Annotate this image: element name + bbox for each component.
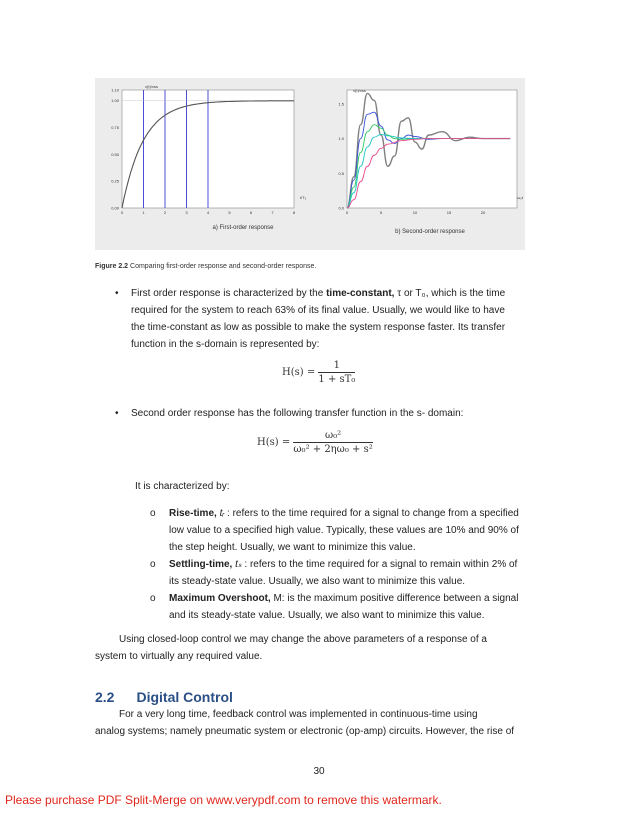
section-number: 2.2 (95, 689, 115, 705)
right-xtick-label: 10 (412, 210, 418, 215)
right-ytick-label: 1.0 (338, 136, 344, 142)
left-ylabel: v(t)/vss (145, 84, 158, 89)
sub-bullet-mark-1: o (150, 508, 156, 519)
bullet-first-order (131, 285, 551, 353)
closed-loop-line2: system to virtually any required value. (95, 651, 263, 662)
left-xtick-label: 8 (292, 210, 296, 215)
digital-line2: analog systems; namely pneumatic system or electronic (op-amp) circuits. However, the rise of (95, 726, 515, 737)
right-xtick-label: 20 (480, 210, 486, 215)
right-ytick-label: 0.5 (338, 170, 344, 176)
right-plot-frame (347, 90, 517, 208)
formula2-denominator: ω₀² + 2ηω₀ + s² (293, 444, 373, 455)
sub-bullet-mark-3: o (150, 593, 156, 604)
left-xlabel: t/T₀ (300, 195, 307, 200)
formula2-numerator: ω₀² (293, 430, 372, 443)
section-title: Digital Control (136, 689, 233, 705)
left-xtick-label: 7 (271, 210, 274, 215)
bullet-dot-2: • (115, 408, 119, 419)
left-ytick-label: 1.10 (111, 87, 119, 93)
left-ytick-label: 0.25 (111, 178, 119, 184)
left-ytick-label: 0.50 (111, 151, 119, 157)
closed-loop-line1: Using closed-loop control we may change the above parameters of a response of a (119, 634, 487, 645)
digital-control-paragraph (95, 706, 595, 740)
bullet1-line3: the time-constant as low as possible to make the system response faster. Its transfer (131, 322, 506, 333)
figure-2-2 (95, 78, 525, 250)
section-heading (95, 689, 233, 705)
sub1-line2: low value to a specified high value. Typically, these values are 10% and 90% of (169, 525, 519, 536)
sub-bullet-mark-2: o (150, 559, 156, 570)
formula1-fraction (318, 360, 355, 385)
sub2-line1: Settling-time, tₛ : refers to the time required for a signal to remain within 2% of (169, 559, 518, 570)
sub3-line2: and its steady-state value. Usually, we also want to minimize this value. (169, 610, 485, 621)
page-number: 30 (313, 766, 325, 777)
left-ytick-label: 1.00 (111, 98, 119, 104)
left-panel-label: a) First-order response (212, 225, 274, 231)
formula-second-order (257, 430, 373, 455)
sub-rise-time (169, 505, 569, 556)
formula1-numerator: 1 (318, 360, 355, 373)
formula1-denominator: 1 + sT₀ (318, 374, 356, 385)
bullet-dot-1: • (115, 288, 119, 299)
watermark-text: Please purchase PDF Split-Merge on www.verypdf.com to remove this watermark. (5, 793, 442, 807)
left-xtick-label: 4 (206, 210, 210, 215)
right-panel-label: b) Second-order response (395, 229, 465, 235)
right-ytick-label: 0.0 (338, 205, 344, 211)
right-xtick-label: 5 (379, 210, 383, 215)
formula2-fraction (293, 430, 372, 455)
closed-loop-paragraph (95, 631, 565, 665)
bullet1-line1: First order response is characterized by the time-constant, τ or T₀, which is the time (131, 288, 506, 299)
sub1-line3: the step height. Usually, we want to minimize this value. (169, 542, 416, 553)
bullet-second-order: Second order response has the following transfer function in the s- domain: (131, 408, 464, 419)
left-ytick-label: 0.75 (111, 125, 119, 131)
figure-caption (95, 263, 316, 270)
left-xtick-label: 1 (142, 210, 145, 215)
left-xtick-label: 2 (163, 210, 167, 215)
caption-text: Comparing first-order response and second-order response. (128, 263, 317, 270)
right-xtick-label: 0 (345, 210, 349, 215)
right-ylabel: v(t)/vss (353, 88, 366, 93)
formula2-lhs: H(s) = (257, 437, 291, 448)
bullet1-line4: function in the s-domain is represented by: (131, 339, 320, 350)
sub-settling-time (169, 556, 569, 590)
right-xlabel: ω₀t (517, 195, 523, 200)
left-xtick-label: 0 (120, 210, 124, 215)
left-xtick-label: 6 (249, 210, 253, 215)
left-xtick-label: 3 (185, 210, 188, 215)
right-xtick-label: 15 (446, 210, 452, 215)
sub3-line1: Maximum Overshoot, M: is the maximum positive difference between a signal (169, 593, 519, 604)
formula1-lhs: H(s) = (282, 367, 316, 378)
left-ytick-label: 0.00 (111, 205, 119, 211)
characterized-text: It is characterized by: (135, 481, 230, 492)
sub-max-overshoot (169, 590, 569, 624)
right-ytick-label: 1.5 (338, 101, 344, 107)
bullet1-line2: required for the system to reach 63% of its final value. Usually, we would like to have (131, 305, 505, 316)
formula-first-order (282, 360, 355, 385)
sub1-line1: Rise-time, tᵣ : refers to the time required for a signal to change from a specified (169, 508, 519, 519)
sub2-line2: its steady-state value. Usually, we also want to minimize this value. (169, 576, 466, 587)
digital-line1: For a very long time, feedback control was implemented in continuous-time using (119, 709, 478, 720)
caption-label: Figure 2.2 (95, 263, 129, 270)
figure-svg (95, 78, 525, 250)
left-xtick-label: 5 (228, 210, 231, 215)
